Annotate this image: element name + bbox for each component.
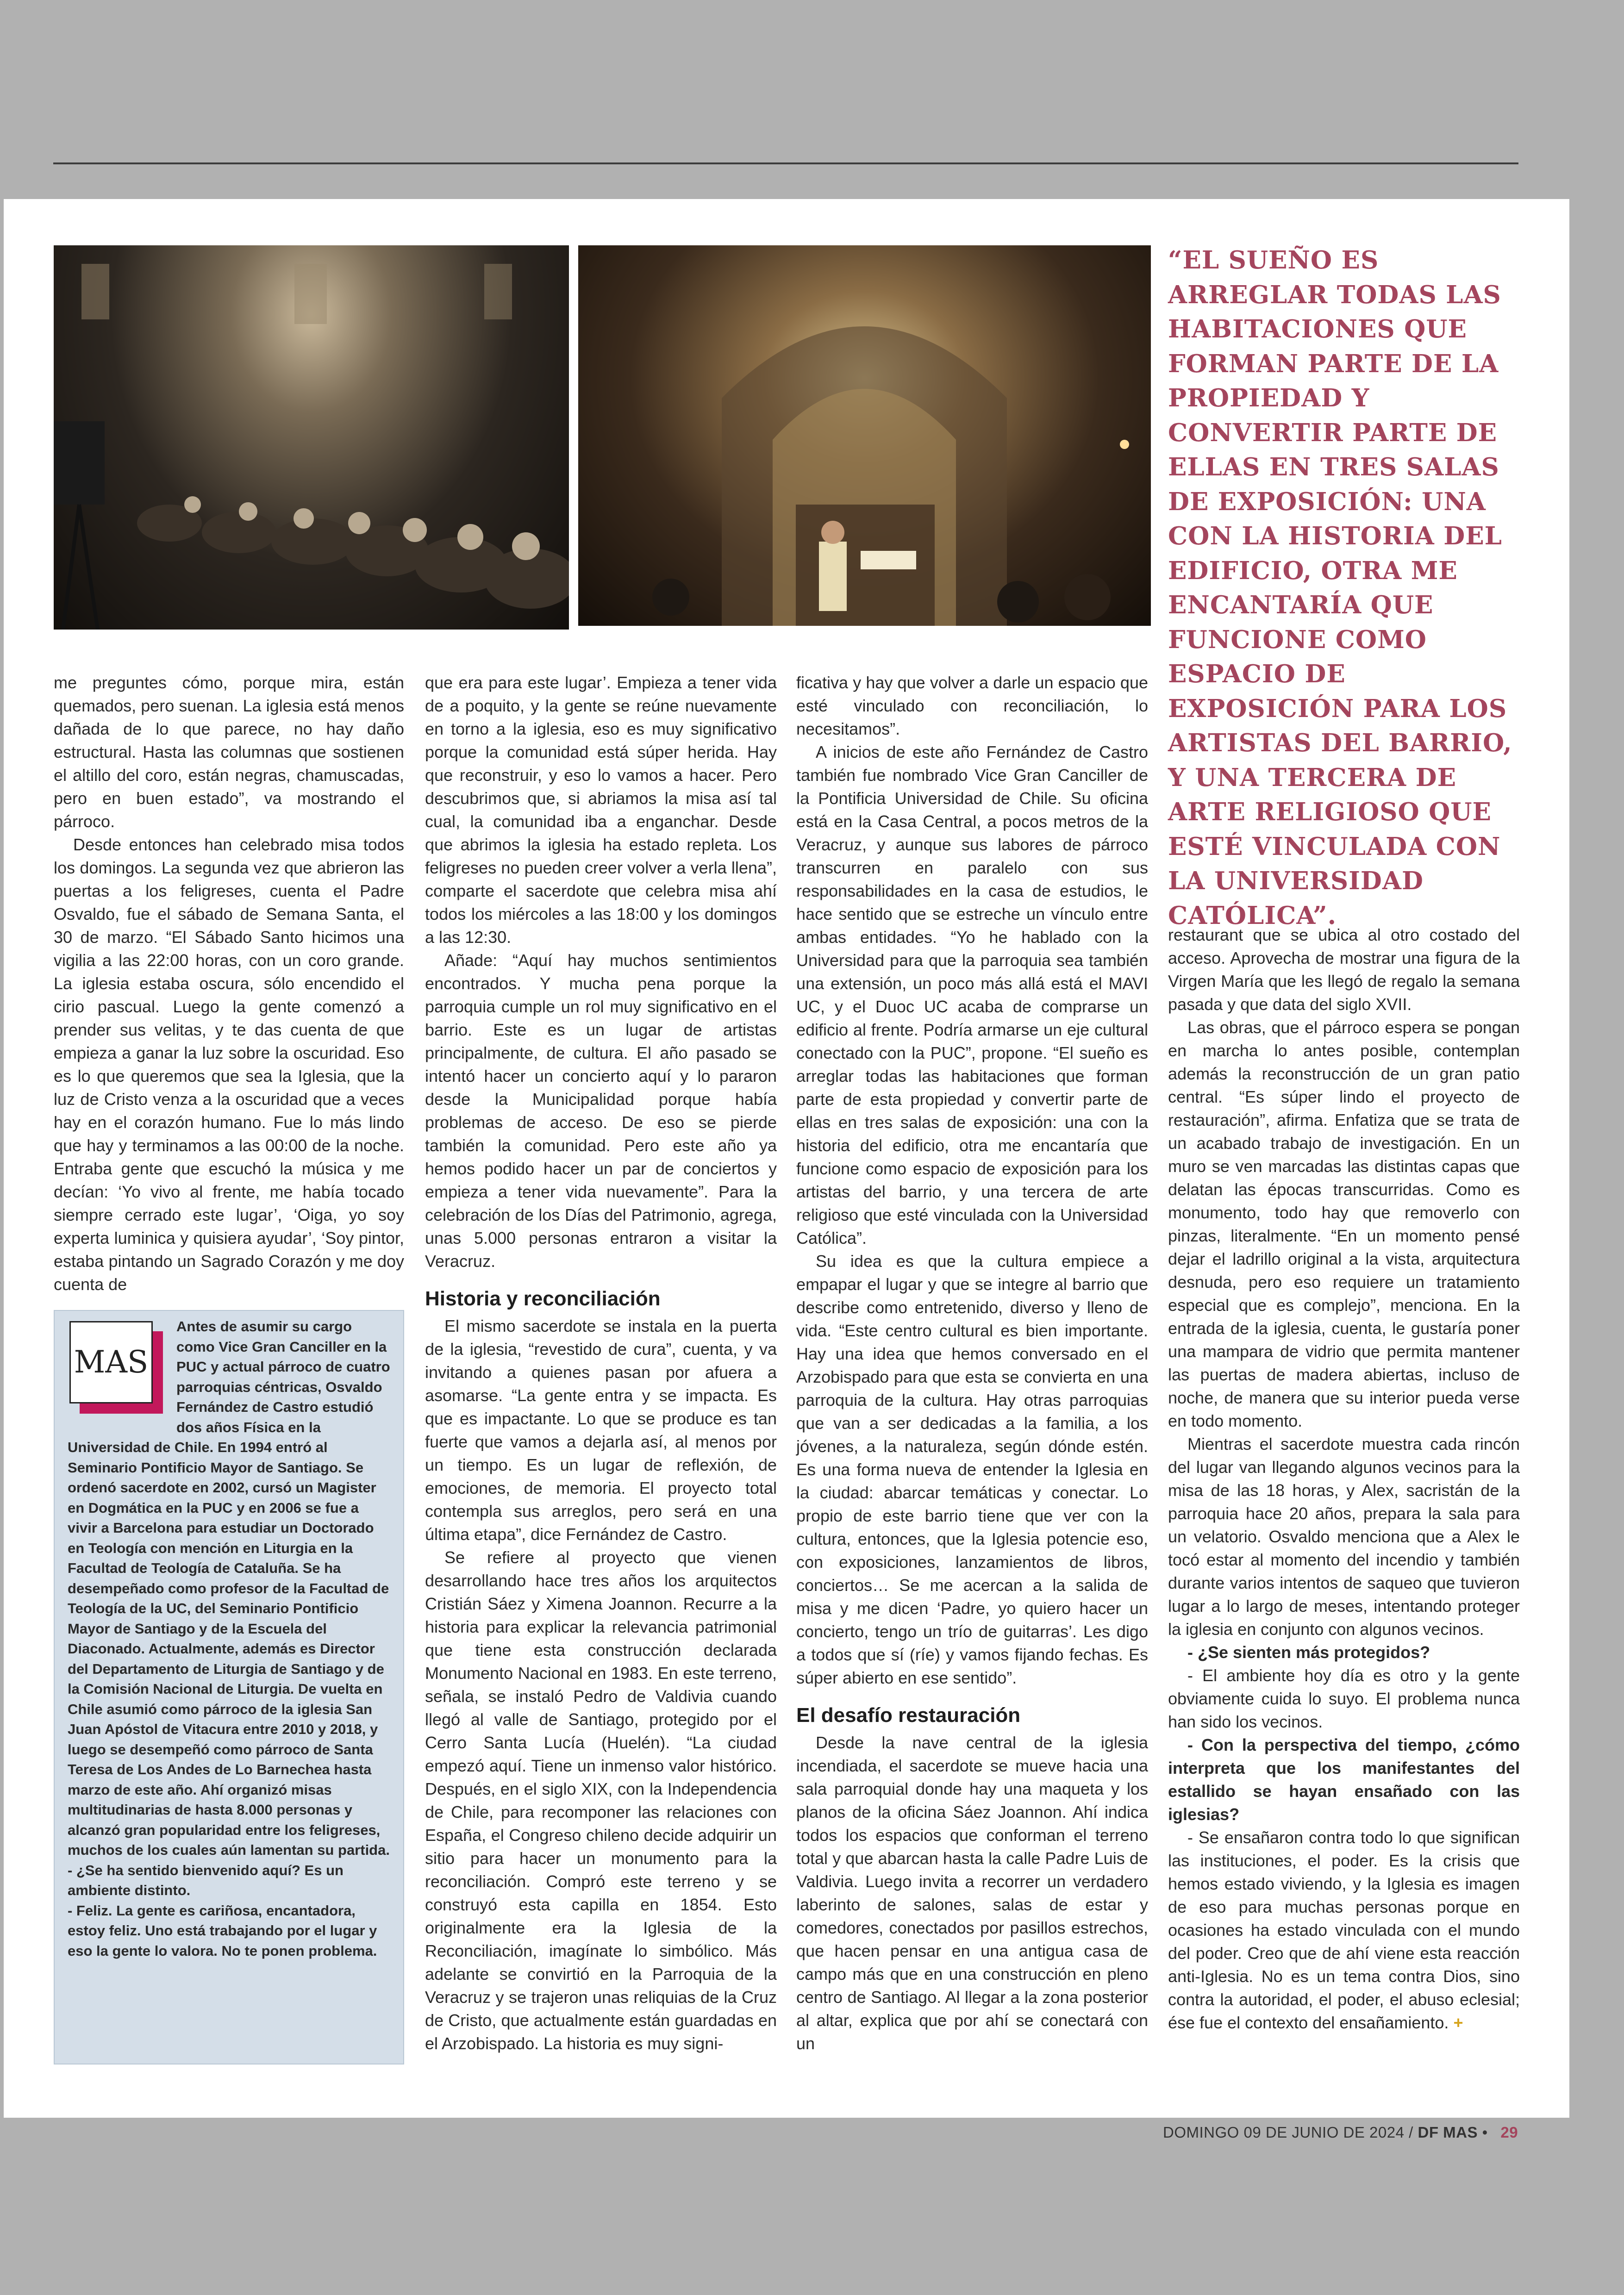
col4-answer-2 [1168,1826,1520,2034]
mass-altar-illustration [578,245,1151,626]
page-number: 29 [1500,2124,1518,2141]
col1-paragraph-2: Desde entonces han celebrado misa todos los domingos. La segunda vez que abrieron las puertas a los feligreses, cuenta el Padre Osvaldo, fue el sábado de Semana Santa, el 30 de marzo. “El Sábado Santo hicimos una vigilia a las 22:00 horas, con un coro grande. La iglesia estaba oscura, sólo encendido el cirio pascual. Luego la gente comenzó a prender sus velitas, y te das cuenta de que empieza a ganar la luz sobre la oscuridad. Eso es lo que queremos que sea la Iglesia, que la luz de Cristo venza a la oscuridad que a veces hay en el corazón humano. Fue lo más lindo que hay y terminamos a las 00:00 de la noche. Entraba gente que escuchó la música y me decían: ‘Yo vivo al frente, me había tocado siempre cerrado este lugar’, ‘Oiga, yo soy experta luminica y quisiera ayudar’, ‘Soy pintor, estaba pintando un Sagrado Corazón y me doy cuenta de [54,835,404,1294]
col2-paragraph-1: que era para este lugar’. Empieza a tener vida de a poquito, y la gente se reúne nuevamente en torno a la iglesia, eso es muy significativo porque la comunidad está súper herida. Hay que reconstruir, y eso lo vamos a hacer. Pero descubrimos que, si abriamos la misa así tal cual, la comunidad iba a enganchar. Desde que abrimos la iglesia ha estado repleta. Los feligreses no pueden creer volver a verla llena”, comparte el sacerdote que celebra misa ahí todos los miércoles a las 18:00 y los domingos a las 12:30. [425,673,777,947]
col4-question-1: - ¿Se sienten más protegidos? [1187,1643,1430,1662]
column-3 [796,671,1148,2055]
col1-paragraph-1: me preguntes cómo, porque mira, están quemados, pero suenan. La iglesia está menos dañada de lo que parece, no hay daño estructural. Hasta las columnas que sostienen el altillo del coro, están negras, chamuscadas, pero en buen estado”, va mostrando el párroco. [54,673,404,831]
end-mark: + [1453,2013,1463,2032]
column-4 [1168,923,1520,2034]
section-heading-desafio: El desafío restauración [796,1704,1021,1727]
mass-altar-photo [578,245,1151,626]
col3-paragraph-2: A inicios de este año Fernández de Castro también fue nombrado Vice Gran Canciller de la Pontificia Universidad de Chile. Su oficina está en la Casa Central, a pocos metros de la Veracruz, y aunque sus labores de párroco transcurren en paralelo con sus responsabilidades en la casa de estudios, le hace sentido que se estreche un vínculo entre ambas entidades. “Yo he hablado con la Universidad para que la parroquia sea también una extensión, un poco más allá está el MAVI UC, y el Duoc UC acaba de comprarse un edificio al frente. Podría armarse un eje cultural conectado con la PUC”, propone. “El sueño es arreglar todas las habitaciones que forman parte de esta propiedad y convertir parte de ellas en tres salas de exposición: una con la historia del edificio, otra me encantaría que funcione como espacio de exposición para los artistas del barrio, y una tercera de arte religioso que esté vinculada con la Universidad Católica”. [796,742,1148,1247]
magazine-page [4,199,1569,2118]
col4-paragraph-1: restaurant que se ubica al otro costado del acceso. Aprovecha de mostrar una figura de la Virgen María que les llegó de regalo la semana pasada y que data del siglo XVII. [1168,925,1520,1014]
bio-sidebar [54,1310,404,2064]
footer-bullet: • [1482,2124,1488,2141]
col2-paragraph-4: Se refiere al proyecto que vienen desarrollando hace tres años los arquitectos Cristián Sáez y Ximena Joannon. Recurre a la historia para explicar la relevancia patrimonial que tiene esta construcción declarada Monumento Nacional en 1983. En este terreno, señala, se instaló Pedro de Valdivia cuando llegó al valle de Santiago, protegido por el Cerro Santa Lucía (Huelén). “La ciudad empezó aquí. Tiene un inmenso valor histórico. Después, en el siglo XIX, con la Independencia de Chile, para recomponer las relaciones con España, el Congreso chileno decide adquirir un sitio para hacer un monumento para la reconciliación. Compró este terreno y se construyó esta capilla en 1854. Esto originalmente era la Iglesia de la Reconciliación, imagínate lo simbólico. Más adelante se convirtió en la Parroquia de la Veracruz y se trajeron unas reliquias de la Cruz de Cristo, que actualmente están guardadas en el Arzobispado. La historia es muy signi- [425,1548,777,2053]
col4-answer-1: - El ambiente hoy día es otro y la gente obviamente cuida lo suyo. El problema nunca han sido los vecinos. [1168,1666,1520,1731]
pull-quote: “EL SUEÑO ES ARREGLAR TODAS LAS HABITACIONES QUE FORMAN PARTE DE LA PROPIEDAD Y CONVERTIR PARTE DE ELLAS EN TRES SALAS DE EXPOSICIÓN: UNA CON LA HISTORIA DEL EDIFICIO, OTRA ME ENCANTARÍA QUE FUNCIONE COMO ESPACIO DE EXPOSICIÓN PARA LOS ARTISTAS DEL BARRIO, Y UNA TERCERA DE ARTE RELIGIOSO QUE ESTÉ VINCULADA CON LA UNIVERSIDAD CATÓLICA”. [1168,246,1512,930]
sidebar-question: - ¿Se ha sentido bienvenido aquí? Es un ambiente distinto. [68,1862,344,1898]
footer-date: DOMINGO 09 DE JUNIO DE 2024 / [1163,2124,1413,2141]
col3-paragraph-1: ficativa y hay que volver a darle un espacio que esté vinculado con reconciliación, lo necesitamos”. [796,673,1148,738]
sidebar-bio: Antes de asumir su cargo como Vice Gran Canciller en la PUC y actual párroco de cuatro parroquias céntricas, Osvaldo Fernández de Castro estudió dos años Física en la Universidad de Chile. En 1994 entró al Seminario Pontificio Mayor de Santiago. Se ordenó sacerdote en 2002, cursó un Magister en Dogmática en la PUC y en 2006 se fue a vivir a Barcelona para estudiar un Doctorado en Teología con mención en Liturgia en la Facultad de Teología de Cataluña. Se ha desempeñado como profesor de la Facultad de Teología de la UC, del Seminario Pontificio Mayor de Santiago y de la Escuela del Diaconado. Actualmente, además es Director del Departamento de Liturgia de Santiago y de la Comisión Nacional de Liturgia. De vuelta en Chile asumió como párroco de la iglesia San Juan Apóstol de Vitacura entre 2010 y 2018, y luego se desempeñó como párroco de Santa Teresa de Los Andes de Lo Barnechea hasta marzo de este año. Ahí organizó misas multitudinarias de hasta 8.000 personas y alcanzó gran popularidad entre los feligreses, muchos de los cuales aún lamentan su partida. [68,1318,390,1858]
page-footer [1163,2124,1518,2141]
mas-logo-text: MAS [69,1321,153,1403]
col4-paragraph-3: Mientras el sacerdote muestra cada rincón del lugar van llegando algunos vecinos para la misa de las 18 horas, y Alex, sacristán de la parroquia hace 20 años, prepara la sala para un velatorio. Osvaldo menciona que a Alex le tocó estar al momento del incendio y también durante varios intentos de saqueo que tuvieron lugar a lo largo de meses, intentando proteger la iglesia en conjunto con algunos vecinos. [1168,1434,1520,1639]
top-rule [53,162,1518,164]
col3-paragraph-4: Desde la nave central de la iglesia incendiada, el sacerdote se mueve hacia una sala parroquial donde hay una maqueta y los planos de la oficina Sáez Joannon. Ahí indica todos los espacios que conforman el terreno total y que abarcan hasta la calle Padre Luis de Valdivia. Luego invita a recorrer un verdadero laberinto de salones, salas de estar y comedores, conectados por pasillos estrechos, que hacen pensar en una antigua casa de campo más que en una construcción en pleno centro de Santiago. Al llegar a la zona posterior al altar, explica que por ahí se conectará con un [796,1733,1148,2053]
col4-question-2: - Con la perspectiva del tiempo, ¿cómo interpreta que los manifestantes del estallido se hayan ensañado con las iglesias? [1168,1735,1520,1824]
footer-brand: DF MAS [1418,2124,1478,2141]
mas-logo [69,1321,164,1414]
col4-answer-2-text: - Se ensañaron contra todo lo que significan las instituciones, el poder. Es la crisis que hemos estado viviendo, y la Iglesia es imagen de eso para muchas personas porque en ocasiones ha estado vinculada con el mundo del poder. Creo que de ahí viene esta reacción anti-Iglesia. No es un tema contra Dios, sino contra la autoridad, el poder, el abuso eclesial; ése fue el contexto del ensañamiento. [1168,1828,1520,2032]
concert-audience-photo [54,245,569,630]
section-heading-historia: Historia y reconciliación [425,1287,661,1310]
concert-audience-illustration [54,245,569,630]
col2-paragraph-2: Añade: “Aquí hay muchos sentimientos encontrados. Y mucha pena porque la parroquia cumple un rol muy significativo en el barrio. Este es un lugar de artistas principalmente, de cultura. El año pasado se intentó hacer un concierto aquí y lo pararon desde la Municipalidad porque había problemas de acceso. De eso se pierde también la comunidad. Pero este año ya hemos podido hacer un par de conciertos y empieza a tener vida nuevamente”. Para la celebración de los Días del Patrimonio, agrega, unas 5.000 personas entraron a visitar la Veracruz. [425,951,777,1271]
col3-paragraph-3: Su idea es que la cultura empiece a empapar el lugar y que se integre al barrio que describe como entretenido, diverso y lleno de vida. “Este centro cultural es bien importante. Hay una idea que hemos conversado en el Arzobispado para que esta se convierta en una parroquia de la cultura. Hay otras parroquias que van a ser dedicadas a la familia, a los jóvenes, a la naturaleza, según dónde estén. Es una forma nueva de entender la Iglesia en la ciudad: abarcar temáticas y conectar. Lo propio de este barrio tiene que ver con la cultura, entonces, que la Iglesia potencie eso, con exposiciones, lanzamientos de libros, conciertos… Se me acercan a la salida de misa y me dicen ‘Padre, yo quiero hacer un concierto, tengo un trío de guitarras’. Les digo a todos que sí (ríe) y vamos fijando fechas. Es súper abierto en ese sentido”. [796,1252,1148,1687]
sidebar-answer: - Feliz. La gente es cariñosa, encantadora, estoy feliz. Uno está trabajando por el lugar y eso la gente lo valora. No te ponen problema. [68,1902,377,1959]
col2-paragraph-3: El mismo sacerdote se instala en la puerta de la iglesia, “revestido de cura”, cuenta, y va invitando a quienes pasan por afuera a asomarse. “La gente entra y se impacta. Es que es impactante. Lo que se produce es tan fuerte que vamos a dejarla así, al menos por un tiempo. Es un lugar de reflexión, de emociones, de memoria. El proyecto total contempla sus arreglos, pero será en una última etapa”, dice Fernández de Castro. [425,1316,777,1544]
column-2 [425,671,777,2055]
column-1 [54,671,404,1296]
col4-paragraph-2: Las obras, que el párroco espera se pongan en marcha lo antes posible, contemplan además la reconstrucción de un gran patio central. “Es súper lindo el proyecto de restauración”, afirma. Enfatiza que se trata de un acabado trabajo de investigación. En un muro se ven marcadas las distintas capas que delatan las épocas transcurridas. Como es monumento, todo hay que removerlo con pinzas, literalmente. “En un momento pensé dejar el ladrillo original a la vista, arquitectura desnuda, pero eso requiere un tratamiento especial que es complejo”, menciona. En la entrada de la iglesia, cuenta, le gustaría poner una mampara de vidrio que permita mantener las puertas de madera abiertas, incluso de noche, de manera que su interior pueda verse en todo momento. [1168,1018,1520,1430]
